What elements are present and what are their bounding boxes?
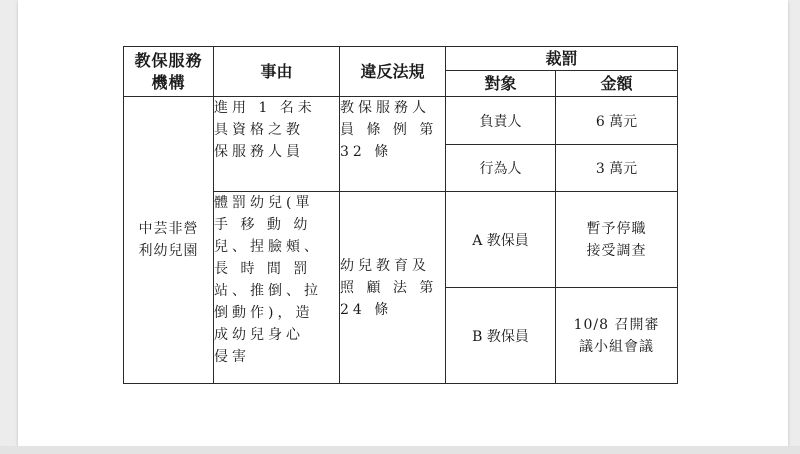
case1-reason: 進用 1 名未 具資格之教 保服務人員 (214, 97, 340, 192)
header-reason: 事由 (214, 47, 340, 97)
case1-target-1: 負責人 (446, 97, 556, 145)
case1-law: 教保服務人 員 條 例 第 32 條 (340, 97, 446, 192)
header-law: 違反法規 (340, 47, 446, 97)
case2-amount-1: 暫予停職 接受調查 (556, 192, 678, 288)
penalty-table (123, 46, 678, 384)
case1-amount-2: 3 萬元 (556, 145, 678, 192)
case2-target-2: B 教保員 (446, 288, 556, 384)
header-target: 對象 (446, 71, 556, 97)
header-penalty: 裁罰 (446, 47, 678, 71)
case1-target-2: 行為人 (446, 145, 556, 192)
page-bottom-edge (0, 446, 800, 454)
case2-amount-2: 10/8 召開審 議小組會議 (556, 288, 678, 384)
header-amount: 金額 (556, 71, 678, 97)
org-name-cell: 中芸非營 利幼兒園 (124, 97, 214, 384)
case2-target-1: A 教保員 (446, 192, 556, 288)
header-org: 教保服務 機構 (124, 47, 214, 97)
case2-law: 幼兒教育及 照 顧 法 第 24 條 (340, 192, 446, 384)
case2-reason: 體罰幼兒(單 手 移 動 幼 兒、捏臉頰、 長 時 間 罰 站、推倒、拉 倒動作)，造 成幼兒身心 侵害 (214, 192, 340, 384)
case1-amount-1: 6 萬元 (556, 97, 678, 145)
